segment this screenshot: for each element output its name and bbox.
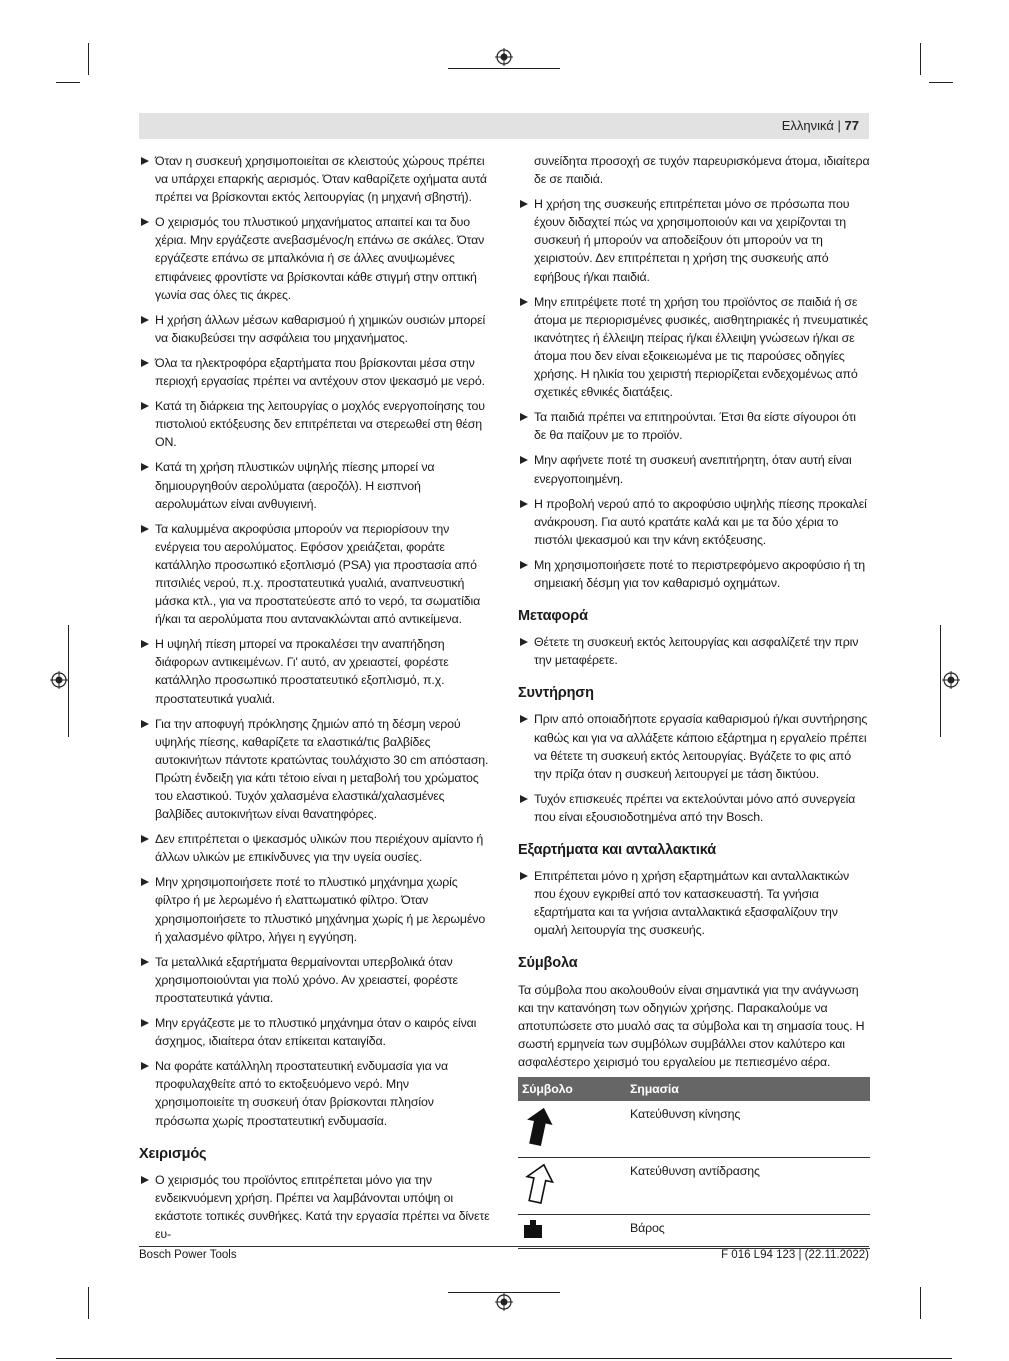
column-header-meaning: Σημασία <box>626 1077 870 1101</box>
list-item: Τα καλυμμένα ακροφύσια μπορούν να περιορίσουν την ενέργεια του αερολύματος. Εφόσον χρειάζεται, φοράτε κατάλληλο προσωπικό εξοπλισμό (PSA) για προστασία από πιτσιλιές νερού, π.χ. προστατευτικά γυαλιά, αναπνευστική μάσκα κτλ., για να προστατεύεστε από το νερό, τα σωματίδια ή/και τα αερολύματα που αντανακλώνται από αντικείμενα. <box>139 520 491 629</box>
symbols-intro: Τα σύμβολα που ακολουθούν είναι σημαντικά για την ανάγνωση και την κατανόηση των οδηγιών χρήσης. Παρακαλούμε να αποτυπώσετε στο μυαλό σας τα σύμβολα και τη σημασία τους. Η σωστή ερμηνεία των συμβόλων συμβάλλει στον καλύτερο και ασφαλέστερο χειρισμό του εργαλείου με πεπιεσμένο αέρα. <box>518 982 865 1069</box>
list-item: Μην επιτρέψετε ποτέ τη χρήση του προϊόντος σε παιδιά ή σε άτομα με περιορισμένες φυσικές, αισθητηριακές ή πνευματικές ικανότητες ή έλλειψη πείρας ή/και έλλειψη γνώσεων ή/και σε άτομα που δεν είναι εξοικειωμένα με τις παρούσες οδηγίες χρήσης. Η ηλικία του χειριστή περιορίζεται ενδεχομένως από σχετικές εθνικές διατάξεις. <box>518 293 870 402</box>
continuation-text: συνείδητα προσοχή σε τυχόν παρευρισκόμενα άτομα, ιδιαίτερα δε σε παιδιά. <box>534 154 870 187</box>
table-row <box>518 1158 870 1215</box>
weight-icon <box>522 1219 544 1239</box>
list-item: Η χρήση της συσκευής επιτρέπεται μόνο σε πρόσωπα που έχουν διδαχτεί πώς να χρησιμοποιούν και να χειρίζονται τη συσκευή ή μπορούν να αποδείξουν ότι μπορούν να τη χειριστούν. Δεν επιτρέπεται η χρήση της συσκευής από εφήβους ή/και παιδιά. <box>518 195 870 285</box>
crop-mark <box>88 1287 89 1319</box>
list-item: Η χρήση άλλων μέσων καθαρισμού ή χημικών ουσιών μπορεί να διακυβεύσει την ασφάλεια του μηχανήματος. <box>139 311 491 347</box>
accessories-heading: Εξαρτήματα και ανταλλακτικά <box>518 842 717 858</box>
transport-heading: Μεταφορά <box>518 608 588 625</box>
crop-mark <box>920 43 921 75</box>
list-item: Όταν η συσκευή χρησιμοποιείται σε κλειστούς χώρους πρέπει να υπάρχει επαρκής αερισμός. Όταν καθαρίζετε οχήματα αυτά πρέπει να βρίσκονται εκτός λειτουργίας (η μηχανή σβηστή). <box>139 152 491 206</box>
header-text <box>782 118 859 133</box>
crop-mark <box>88 43 89 75</box>
table-row <box>518 1215 870 1249</box>
symbols-heading: Σύμβολα <box>518 955 578 972</box>
maintenance-list <box>518 710 870 826</box>
footer-brand: Bosch Power Tools <box>139 1249 237 1261</box>
list-item: Ο χειρισμός του πλυστικού μηχανήματος απαιτεί και τα δυο χέρια. Μην εργάζεστε ανεβασμένος/η επάνω σε σκάλες. Όταν εργάζεστε επάνω σε μπαλκόνια ή σε άλλες ανυψωμένες επιφάνειες φροντίστε να βρίσκονται κάθε στιγμή στην οπτική γωνία σας όλες τις άκρες. <box>139 213 491 303</box>
list-item: Να φοράτε κατάλληλη προστατευτική ενδυμασία για να προφυλαχθείτε από το εκτοξευόμενο νερό. Μην χρησιμοποιείτε τη συσκευή όταν βρίσκονται πλησίον πρόσωπα χωρίς προστατευτική ενδυμασία. <box>139 1057 491 1129</box>
column-header-symbol: Σύμβολο <box>518 1077 626 1101</box>
outline-arrow-icon <box>522 1162 554 1204</box>
list-item: Η προβολή νερού από το ακροφύσιο υψηλής πίεσης προκαλεί ανάκρουση. Για αυτό κρατάτε καλά και με τα δύο χέρια το πιστόλι ψεκασμού και την κάνη εκτόξευσης. <box>518 495 870 549</box>
table-header-row <box>518 1077 870 1101</box>
maintenance-heading: Συντήρηση <box>518 685 594 702</box>
usage-list <box>518 195 870 592</box>
page-header <box>139 113 869 139</box>
meaning-cell: Κατεύθυνση αντίδρασης <box>626 1158 870 1215</box>
meaning-cell: Κατεύθυνση κίνησης <box>626 1101 870 1158</box>
list-item: Όλα τα ηλεκτροφόρα εξαρτήματα που βρίσκονται μέσα στην περιοχή εργασίας πρέπει να αντέχουν στον ψεκασμό με νερό. <box>139 354 491 390</box>
symbol-cell <box>518 1101 626 1158</box>
registration-mark-icon <box>942 671 960 689</box>
list-item: Ο χειρισμός του προϊόντος επιτρέπεται μόνο για την ενδεικνυόμενη χρήση. Πρέπει να λαμβάνονται υπόψη οι εκάστοτε τοπικές συνθήκες. Κατά την εργασία πρέπει να δίνετε ευ- <box>139 1171 491 1243</box>
registration-mark-icon <box>495 1293 513 1311</box>
list-item: Τα παιδιά πρέπει να επιτηρούνται. Έτσι θα είστε σίγουροι ότι δε θα παίζουν με το προϊόν. <box>518 408 870 444</box>
table-row <box>518 1101 870 1158</box>
safety-list <box>139 152 491 1130</box>
operation-heading: Χειρισμός <box>139 1145 207 1162</box>
symbol-cell <box>518 1158 626 1215</box>
accessories-list <box>518 867 870 939</box>
symbol-cell <box>518 1215 626 1249</box>
registration-mark-icon <box>495 48 513 66</box>
list-item: Μη χρησιμοποιήσετε ποτέ το περιστρεφόμενο ακροφύσιο ή τη σημειακή δέσμη για τον καθαρισμό οχημάτων. <box>518 556 870 592</box>
crop-mark <box>56 82 80 83</box>
list-item: Θέτετε τη συσκευή εκτός λειτουργίας και ασφαλίζετέ την πριν την μεταφέρετε. <box>518 633 870 669</box>
crop-mark <box>68 625 69 737</box>
footer-doc-id: F 016 L94 123 | (22.11.2022) <box>721 1249 869 1261</box>
filled-arrow-icon <box>522 1105 554 1147</box>
page-number: 77 <box>844 118 859 133</box>
right-column <box>518 152 870 1249</box>
operation-list <box>139 1171 491 1243</box>
list-item: Μην χρησιμοποιήσετε ποτέ το πλυστικό μηχάνημα χωρίς φίλτρο ή με λερωμένο ή ελαττωματικό φίλτρο. Όταν χρησιμοποιήσετε το πλυστικό μηχάνημα χωρίς ή με λερωμένο ή χαλασμένο φίλτρο, λήγει η εγγύηση. <box>139 873 491 945</box>
crop-mark <box>929 82 953 83</box>
list-item: Μην αφήνετε ποτέ τη συσκευή ανεπιτήρητη, όταν αυτή είναι ενεργοποιημένη. <box>518 451 870 487</box>
symbols-table <box>518 1077 870 1249</box>
list-item: Μην εργάζεστε με το πλυστικό μηχάνημα όταν ο καιρός είναι άσχημος, ιδιαίτερα όταν επίκειται καταιγίδα. <box>139 1014 491 1050</box>
crop-mark <box>448 68 560 69</box>
left-column <box>139 152 491 1250</box>
crop-mark <box>920 1287 921 1319</box>
list-item: Τυχόν επισκευές πρέπει να εκτελούνται μόνο από συνεργεία που είναι εξουσιοδοτημένα από την Bosch. <box>518 790 870 826</box>
header-separator: | <box>837 118 841 133</box>
footer-divider <box>139 1246 869 1247</box>
crop-mark <box>940 625 941 737</box>
meaning-cell: Βάρος <box>626 1215 870 1249</box>
list-item: Δεν επιτρέπεται ο ψεκασμός υλικών που περιέχουν αμίαντο ή άλλων υλικών με επικίνδυνες για την υγεία ουσίες. <box>139 830 491 866</box>
list-item: Κατά τη διάρκεια της λειτουργίας ο μοχλός ενεργοποίησης του πιστολιού εκτόξευσης δεν επιτρέπεται να στερεωθεί στη θέση ON. <box>139 397 491 451</box>
crop-mark <box>56 1358 952 1359</box>
transport-list <box>518 633 870 669</box>
list-item: Πριν από οποιαδήποτε εργασία καθαρισμού ή/και συντήρησης καθώς και για να αλλάξετε κάποιο εξάρτημα η εργαλείο πρέπει να θέτετε τη συσκευή εκτός λειτουργίας. Βγάζετε το φις από την πρίζα όταν η συσκευή λειτουργεί με τάση δικτύου. <box>518 710 870 782</box>
list-item: Για την αποφυγή πρόκλησης ζημιών από τη δέσμη νερού υψηλής πίεσης, καθαρίζετε τα ελαστικά/τις βαλβίδες αυτοκινήτων πάντοτε κρατώντας τουλάχιστο 30 cm απόσταση. Πρώτη ένδειξη για κάτι τέτοιο είναι η μεταβολή του χρώματος του ελαστικού. Τυχόν χαλασμένα ελαστικά/χαλασμένες βαλβίδες αυτοκινήτων είναι θανατηφόρες. <box>139 715 491 824</box>
list-item: Τα μεταλλικά εξαρτήματα θερμαίνονται υπερβολικά όταν χρησιμοποιούνται για πολύ χρόνο. Αν χρειαστεί, φορέστε προστατευτικά γάντια. <box>139 953 491 1007</box>
header-language: Ελληνικά <box>781 118 834 133</box>
list-item: Επιτρέπεται μόνο η χρήση εξαρτημάτων και ανταλλακτικών που έχουν εγκριθεί από τον κατασκευαστή. Τα γνήσια εξαρτήματα και τα γνήσια ανταλλακτικά εξασφαλίζουν την ομαλή λειτουργία της συσκευής. <box>518 867 870 939</box>
registration-mark-icon <box>50 671 68 689</box>
list-item: Κατά τη χρήση πλυστικών υψηλής πίεσης μπορεί να δημιουργηθούν αερολύματα (αεροζόλ). Η εισπνοή αερολυμάτων είναι ανθυγιεινή. <box>139 458 491 512</box>
list-item: Η υψηλή πίεση μπορεί να προκαλέσει την αναπήδηση διάφορων αντικειμένων. Γι' αυτό, αν χρειαστεί, φορέστε κατάλληλο προσωπικό προστατευτικό εξοπλισμό, π.χ. προστατευτικά γυαλιά. <box>139 635 491 707</box>
